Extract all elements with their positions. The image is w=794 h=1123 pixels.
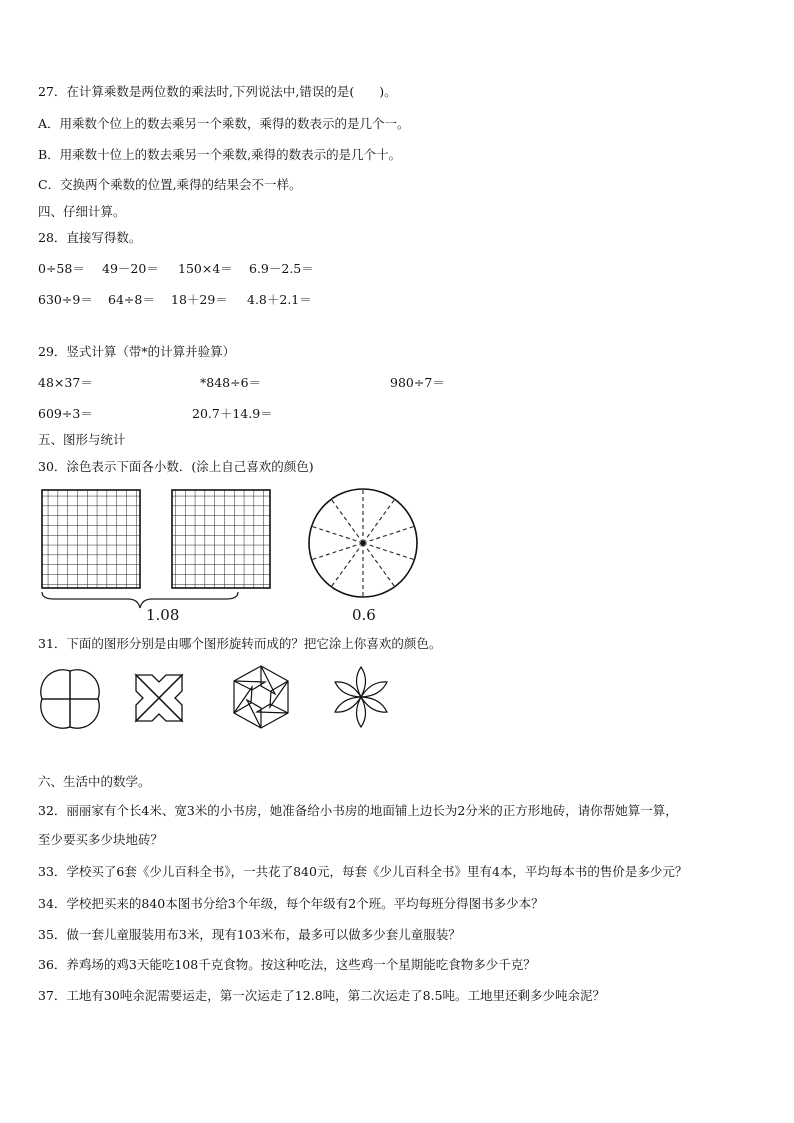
- section-4-heading: 四、仔细计算。: [38, 204, 126, 219]
- q28-r1-c4: 6.9－2.5＝: [249, 261, 314, 276]
- q28-r2-c2: 64÷8＝: [108, 292, 155, 307]
- q27-option-c: C．交换两个乘数的位置,乘得的结果会不一样。: [38, 177, 302, 192]
- q27-option-b: B．用乘数十位上的数去乘另一个乘数,乘得的数表示的是几个十。: [38, 147, 402, 162]
- q29-stem: 29．竖式计算（带*的计算并验算）: [38, 344, 236, 359]
- q31-stem: 31．下面的图形分别是由哪个图形旋转而成的？把它涂上你喜欢的颜色。: [38, 636, 442, 651]
- q29-r1-c1: 48×37＝: [38, 375, 93, 390]
- q28-r1-c1: 0÷58＝: [38, 261, 85, 276]
- q32-line-2: 至少要买多少块地砖？: [38, 832, 164, 847]
- q36-text: 36．养鸡场的鸡3天能吃108千克食物。按这种吃法，这些鸡一个星期能吃食物多少千克？: [38, 957, 536, 972]
- q35-text: 35．做一套儿童服装用布3米，现有103米布，最多可以做多少套儿童服装？: [38, 927, 461, 942]
- q33-text: 33．学校买了6套《少儿百科全书》，一共花了840元，每套《少儿百科全书》里有4本，平均每本书的售价是多少元？: [38, 864, 688, 879]
- q34-text: 34．学校把买来的840本图书分给3个年级，每个年级有2个班。平均每班分得图书多少本？: [38, 896, 544, 911]
- q27-option-a: A．用乘数个位上的数去乘另一个乘数，乘得的数表示的是几个一。: [38, 116, 410, 131]
- q37-text: 37．工地有30吨余泥需要运走，第一次运走了12.8吨，第二次运走了8.5吨。工地里还剩多少吨余泥？: [38, 988, 606, 1003]
- circle-decimal-label: 0.6: [352, 606, 376, 624]
- q30-stem: 30．涂色表示下面各小数．(涂上自己喜欢的颜色): [38, 459, 314, 474]
- q28-r2-c4: 4.8＋2.1＝: [247, 292, 312, 307]
- q30-grid-figure: [38, 486, 278, 598]
- q30-circle-figure[interactable]: [304, 486, 422, 604]
- q28-r1-c3: 150×4＝: [178, 261, 233, 276]
- section-6-heading: 六、生活中的数学。: [38, 774, 151, 789]
- q27-stem: 27．在计算乘数是两位数的乘法时,下列说法中,错误的是( )。: [38, 84, 397, 99]
- q29-r1-c2: *848÷6＝: [200, 375, 262, 390]
- pinwheel-figure[interactable]: [36, 668, 104, 730]
- grid-decimal-label: 1.08: [146, 606, 180, 624]
- q32-line-1: 32．丽丽家有个长4米、宽3米的小书房，她准备给小书房的地面铺上边长为2分米的正方形地砖，请你帮她算一算，: [38, 803, 678, 818]
- flower-figure[interactable]: [330, 664, 392, 730]
- q29-r1-c3: 980÷7＝: [390, 375, 445, 390]
- q28-r1-c2: 49－20＝: [102, 261, 159, 276]
- q28-r2-c1: 630÷9＝: [38, 292, 93, 307]
- q28-r2-c3: 18＋29＝: [171, 292, 228, 307]
- brace-icon: [40, 590, 240, 612]
- section-5-heading: 五、图形与统计: [38, 432, 126, 447]
- q29-r2-c2: 20.7＋14.9＝: [192, 406, 273, 421]
- hexagon-figure[interactable]: [228, 664, 294, 730]
- hundred-grid-left[interactable]: [42, 490, 140, 588]
- hundred-grid-right[interactable]: [172, 490, 270, 588]
- cross-figure[interactable]: [130, 670, 188, 726]
- q28-stem: 28．直接写得数。: [38, 230, 142, 245]
- q29-r2-c1: 609÷3＝: [38, 406, 93, 421]
